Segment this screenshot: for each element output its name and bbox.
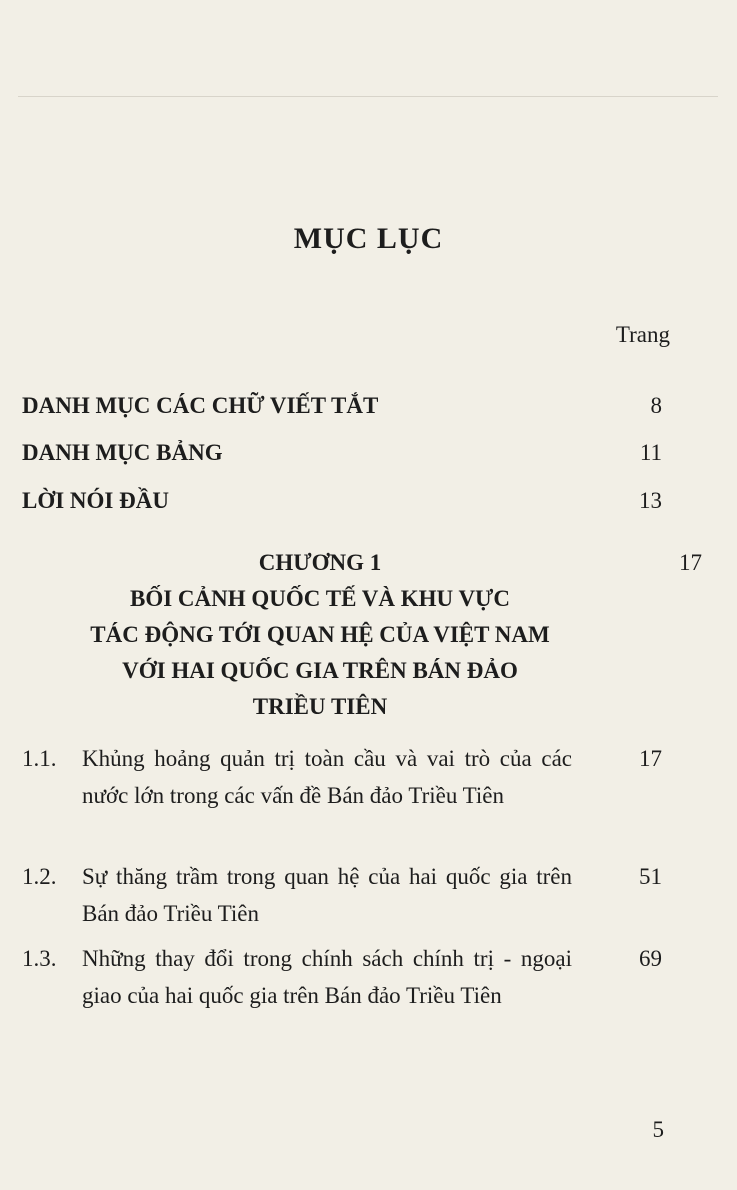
chapter-title-line: BỐI CẢNH QUỐC TẾ VÀ KHU VỰC: [130, 586, 510, 611]
toc-entry-page: 8: [650, 393, 662, 418]
section-page: 51: [639, 864, 662, 889]
chapter-title-line: TRIỀU TIÊN: [252, 694, 388, 719]
toc-entry-preface[interactable]: [22, 488, 662, 514]
toc-entry-label: DANH MỤC CÁC CHỮ VIẾT TẮT: [22, 393, 379, 418]
toc-entry-page: 11: [639, 440, 662, 465]
section-title: Những thay đổi trong chính sách chính trị - ngoại giao của hai quốc gia trên Bán đảo Triều Tiên: [82, 946, 572, 1008]
section-title: Khủng hoảng quản trị toàn cầu và vai trò của các nước lớn trong các vấn đề Bán đảo Triều Tiên: [82, 746, 572, 808]
chapter-title-line: TÁC ĐỘNG TỚI QUAN HỆ CỦA VIỆT NAM: [90, 622, 550, 647]
toc-chapter-1[interactable]: [40, 545, 702, 725]
toc-entry-tables[interactable]: [22, 440, 662, 466]
chapter-title-line: VỚI HAI QUỐC GIA TRÊN BÁN ĐẢO: [122, 658, 518, 683]
toc-entry-label: LỜI NÓI ĐẦU: [22, 488, 169, 513]
section-page: 17: [639, 746, 662, 771]
section-number: 1.3.: [22, 946, 57, 971]
toc-entry-abbreviations[interactable]: [22, 393, 662, 419]
section-number: 1.1.: [22, 746, 57, 771]
page-number: 5: [652, 1117, 664, 1142]
toc-entry-page: 13: [639, 488, 662, 513]
section-number: 1.2.: [22, 864, 57, 889]
page-column-label: Trang: [615, 322, 670, 347]
chapter-page: 17: [679, 550, 702, 575]
toc-entry-label: DANH MỤC BẢNG: [22, 440, 223, 465]
section-title: Sự thăng trầm trong quan hệ của hai quốc gia trên Bán đảo Triều Tiên: [82, 864, 572, 926]
header-rule: [18, 96, 718, 97]
section-page: 69: [639, 946, 662, 971]
chapter-heading: CHƯƠNG 1: [258, 550, 382, 575]
page-title: MỤC LỤC: [293, 222, 444, 255]
